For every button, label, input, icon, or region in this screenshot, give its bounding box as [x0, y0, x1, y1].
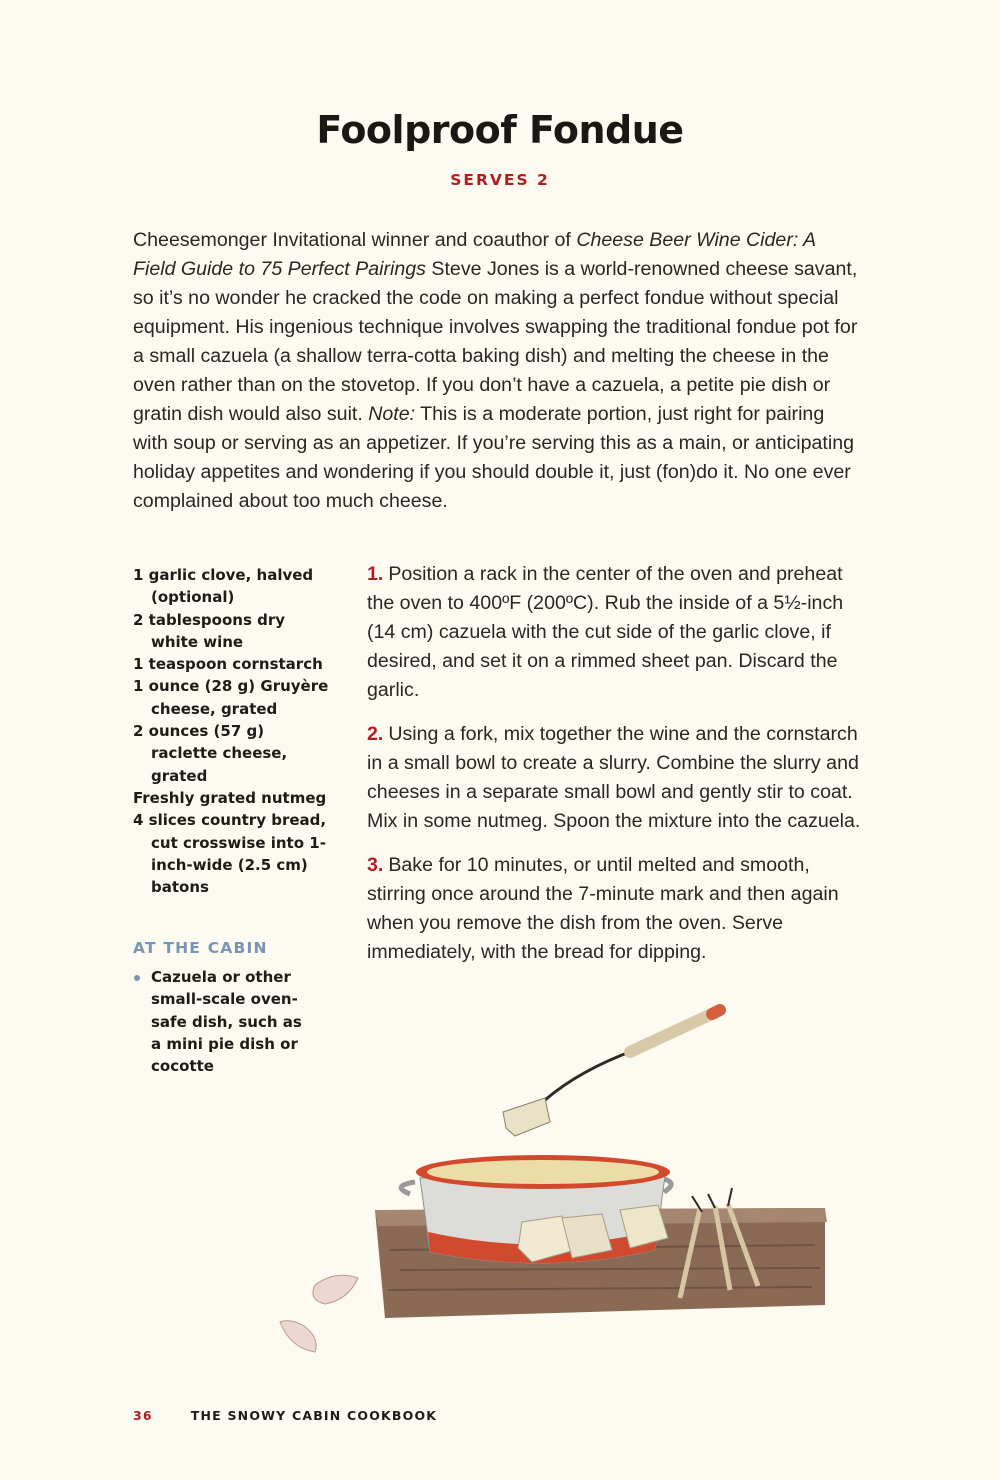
intro-text-3: This is a moderate portion, just right for pairing with soup or serving as an appetizer. If you’re serving this as a main, or anticipating holiday appetites and wondering if you should double it, just (fon)do it. No one ever complained about too much cheese. [133, 403, 854, 512]
serves-label: SERVES 2 [450, 171, 550, 189]
bullet-icon [134, 975, 140, 981]
cabin-item-text: Cazuela or other small-scale oven-safe dish, such as a mini pie dish or cocotte [151, 968, 302, 1076]
recipe-title: Foolproof Fondue [316, 108, 684, 152]
ingredient-item: 1 ounce (28 g) Gruyère cheese, grated [133, 677, 329, 718]
intro-paragraph [133, 226, 863, 516]
garlic-icon [280, 1275, 358, 1352]
fondue-fork-icon [503, 1010, 720, 1136]
ingredient-item: 2 tablespoons dry white wine [133, 610, 286, 651]
ingredient-item: 1 teaspoon cornstarch [133, 655, 323, 674]
step-number: 2. [367, 723, 384, 745]
step-text: Using a fork, mix together the wine and the cornstarch in a small bowl to create a slurry. Combine the slurry and cheeses in a separate small bowl and gently stir to coat. Mix in some nutmeg. Spoon the mixture into the cazuela. [367, 723, 861, 832]
book-title: THE SNOWY CABIN COOKBOOK [190, 1408, 438, 1423]
ingredient-item: Freshly grated nutmeg [133, 788, 327, 807]
ingredient-item: 2 ounces (57 g) raclette cheese, grated [133, 722, 288, 785]
step-text: Position a rack in the center of the oven and preheat the oven to 400ºF (200ºC). Rub the inside of a 5½-inch (14 cm) cazuela with the cut side of the garlic clove, if desired, and set it on a rimmed sheet pan. Discard the garlic. [367, 563, 844, 701]
ingredients-list [133, 564, 333, 898]
page-footer [133, 1408, 437, 1423]
method-steps [367, 560, 867, 982]
intro-text-1: Cheesemonger Invitational winner and coauthor of [133, 229, 577, 251]
step-text: Bake for 10 minutes, or until melted and smooth, stirring once around the 7-minute mark and then again when you remove the dish from the oven. Serve immediately, with the bread for dipping. [367, 854, 839, 963]
step [367, 560, 867, 705]
ingredient-item: 4 slices country bread, cut crosswise into 1-inch-wide (2.5 cm) batons [133, 811, 327, 897]
ingredient-item: 1 garlic clove, halved (optional) [133, 566, 314, 607]
step [367, 720, 867, 836]
fondue-illustration [260, 1000, 840, 1370]
step-number: 3. [367, 854, 384, 876]
intro-book-title: Cheese Beer Wine Cider: A Field Guide to 75 Perfect Pairings [133, 229, 816, 280]
intro-note-label: Note: [368, 403, 416, 425]
at-the-cabin-heading: AT THE CABIN [133, 939, 268, 957]
page-number: 36 [133, 1408, 153, 1423]
step-number: 1. [367, 563, 384, 585]
step [367, 851, 867, 967]
intro-text-2: Steve Jones is a world-renowned cheese savant, so it’s no wonder he cracked the code on making a perfect fondue without special equipment. His ingenious technique involves swapping the traditional fondue pot for a small cazuela (a shallow terra-cotta baking dish) and melting the cheese in the oven rather than on the stovetop. If you don’t have a cazuela, a petite pie dish or gratin dish would also suit. [133, 258, 858, 425]
